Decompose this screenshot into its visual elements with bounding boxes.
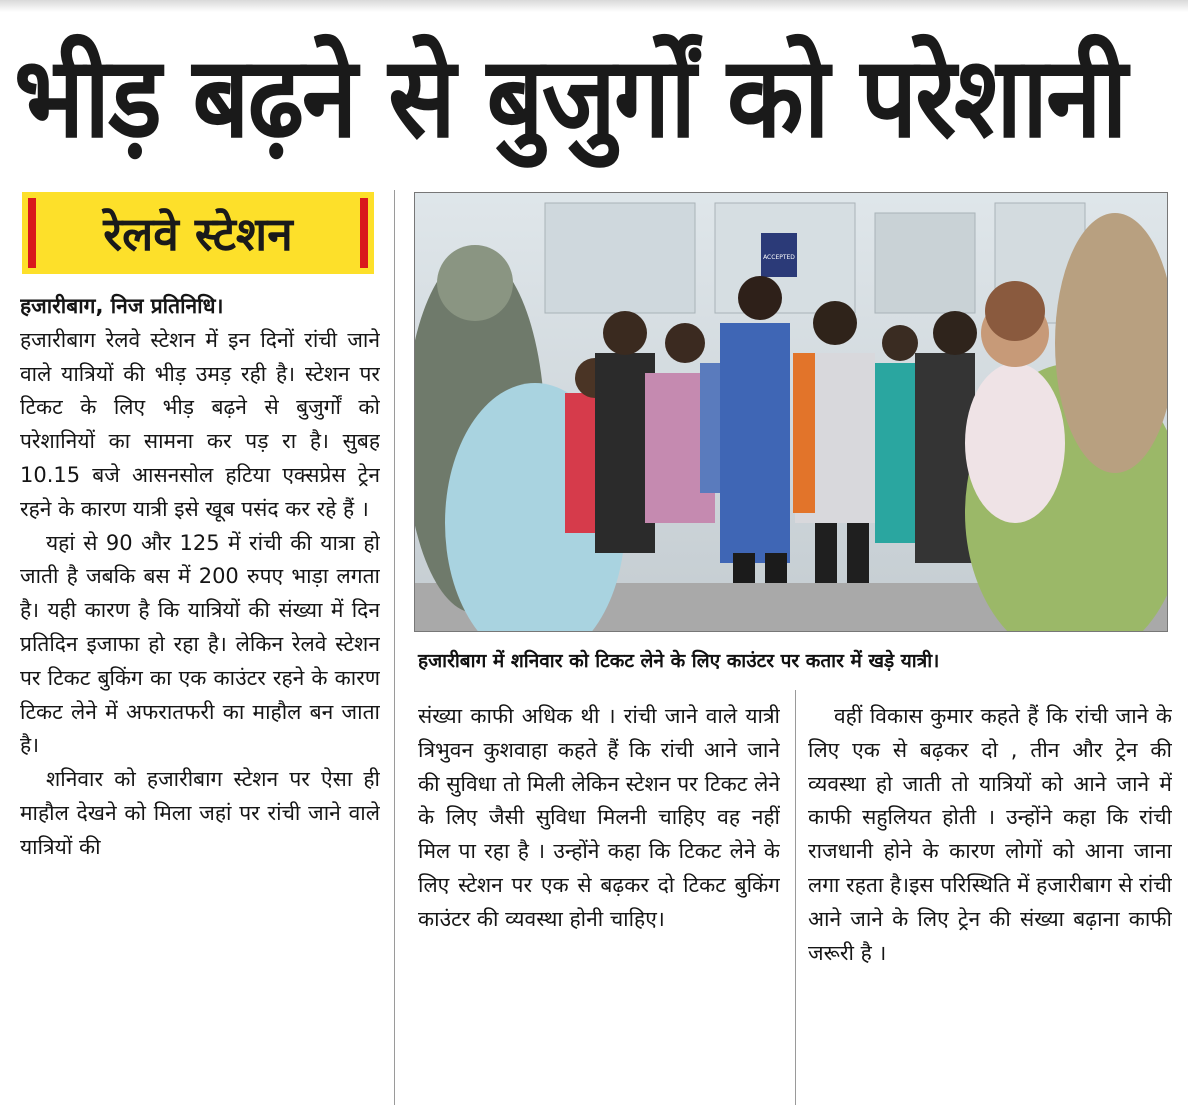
headline: भीड़ बढ़ने से बुजुर्गों को परेशानी: [14, 31, 1126, 163]
article-column-3: [808, 700, 1172, 1105]
paragraph: संख्या काफी अधिक थी । रांची जाने वाले यात्री त्रिभुवन कुशवाहा कहते हैं कि रांची आने जाने की सुविधा तो मिली लेकिन स्टेशन पर टिकट लेने के लिए जैसी सुविधा मिलनी चाहिए वह नहीं मिल पा रहा है । उन्होंने कहा कि टिकट लेने के लिए स्टेशन पर एक से बढ़कर दो टिकट बुकिंग काउंटर की व्यवस्था होनी चाहिए।: [418, 704, 780, 931]
article-column-1: [20, 290, 380, 1105]
column-divider: [795, 690, 796, 1105]
news-photo: [414, 192, 1168, 632]
paragraph: हजारीबाग रेलवे स्टेशन में इन दिनों रांची जाने वाले यात्रियों की भीड़ उमड़ रही है। स्टेशन पर टिकट के लिए भीड़ बढ़ने से बुजुर्गों को परेशानियों का सामना कर पड़ रा है। सुबह 10.15 बजे आसनसोल हटिया एक्सप्रेस ट्रेन रहने के कारण यात्री इसे खूब पसंद कर रहे हैं ।: [20, 327, 380, 521]
paragraph: यहां से 90 और 125 में रांची की यात्रा हो जाती है जबकि बस में 200 रुपए भाड़ा लगता है। यही कारण है कि यात्रियों की संख्या में दिन प्रतिदिन इजाफा हो रहा है। लेकिन रेलवे स्टेशन पर टिकट बुकिंग का एक काउंटर रहने के कारण टिकट लेने में अफरातफरी का माहौल बन जाता है।: [20, 530, 380, 758]
top-strip: [0, 0, 1188, 12]
section-tag: [22, 192, 374, 274]
tag-left-bar: [28, 198, 36, 268]
paragraph: शनिवार को हजारीबाग स्टेशन पर ऐसा ही माहौल देखने को मिला जहां पर रांची जाने वाले यात्रियों की: [20, 767, 380, 859]
crowd-photo-icon: [415, 193, 1167, 631]
paragraph: वहीं विकास कुमार कहते हैं कि रांची जाने के लिए एक से बढ़कर दो , तीन और ट्रेन की व्यवस्था हो जाती तो यात्रियों को आने जाने में काफी सहुलियत होती । उन्होंने कहा कि रांची राजधानी होने के कारण लोगों को आना जाना लगा रहता है।इस परिस्थिति में हजारीबाग से रांची आने जाने के लिए ट्रेन की संख्या बढ़ाना काफी जरूरी है ।: [808, 704, 1172, 965]
tag-right-bar: [360, 198, 368, 268]
article-column-2: [418, 700, 780, 1105]
photo-caption: हजारीबाग में शनिवार को टिकट लेने के लिए काउंटर पर कतार में खड़े यात्री।: [418, 650, 940, 672]
section-tag-label: रेलवे स्टेशन: [103, 207, 293, 261]
signboard-text: ACCEPTED: [763, 254, 795, 261]
column-divider: [394, 190, 395, 1105]
dateline: हजारीबाग, निज प्रतिनिधि।: [20, 294, 224, 318]
